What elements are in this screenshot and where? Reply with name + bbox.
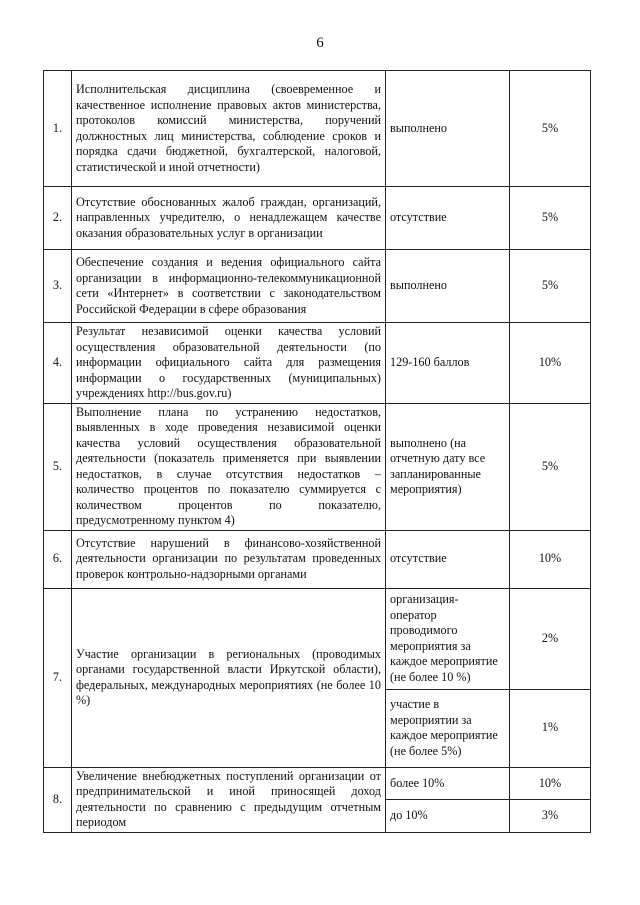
criterion-percent: 10% — [510, 323, 591, 404]
criterion-description: Исполнительская дисциплина (своевременное и качественное исполнение правовых актов министерства, протоколов комиссий министерства, поручений должностных лиц министерства, соблюдение сроков и порядка сдачи бюджетной, бухгалтерской, налоговой, статистической и иной отчетности) — [72, 71, 386, 187]
criterion-percent: 10% — [510, 767, 591, 800]
criterion-value: выполнено — [386, 250, 510, 323]
criterion-description: Отсутствие обоснованных жалоб граждан, организаций, направленных учредителю, о ненадлежащем качестве оказания образовательных услуг в организации — [72, 187, 386, 250]
criterion-percent: 1% — [510, 689, 591, 767]
table-row — [44, 187, 591, 250]
criteria-table — [43, 70, 591, 833]
table-row — [44, 71, 591, 187]
page-number: 6 — [316, 35, 324, 51]
row-number: 2. — [44, 187, 72, 250]
table-row — [44, 403, 591, 530]
row-number: 8. — [44, 767, 72, 832]
criterion-description: Участие организации в региональных (проводимых органами государственной власти Иркутской области), федеральных, международных мероприятиях (не более 10 %) — [72, 588, 386, 767]
criterion-value: организация-оператор проводимого мероприятия за каждое мероприятие (не более 10 %) — [386, 588, 510, 689]
row-number: 7. — [44, 588, 72, 767]
criterion-percent: 2% — [510, 588, 591, 689]
criterion-percent: 10% — [510, 530, 591, 588]
criterion-percent: 5% — [510, 187, 591, 250]
criterion-value: более 10% — [386, 767, 510, 800]
criterion-percent: 3% — [510, 800, 591, 833]
table-row — [44, 767, 591, 800]
row-number: 6. — [44, 530, 72, 588]
criterion-description: Отсутствие нарушений в финансово-хозяйственной деятельности организации по результатам проведенных проверок контрольно-надзорными органами — [72, 530, 386, 588]
row-number: 5. — [44, 403, 72, 530]
criterion-value: выполнено (на отчетную дату все запланированные мероприятия) — [386, 403, 510, 530]
table-row — [44, 588, 591, 689]
row-number: 1. — [44, 71, 72, 187]
table-row — [44, 250, 591, 323]
criterion-percent: 5% — [510, 250, 591, 323]
criterion-description: Обеспечение создания и ведения официального сайта организации в информационно-телекоммуникационной сети «Интернет» в соответствии с законодательством Российской Федерации в сфере образования — [72, 250, 386, 323]
criterion-value: до 10% — [386, 800, 510, 833]
criterion-description: Увеличение внебюджетных поступлений организации от предпринимательской и иной приносящей доход деятельности по сравнению с предыдущим отчетным периодом — [72, 767, 386, 832]
criterion-value: выполнено — [386, 71, 510, 187]
criterion-value: 129-160 баллов — [386, 323, 510, 404]
criterion-value: отсутствие — [386, 530, 510, 588]
criterion-value: отсутствие — [386, 187, 510, 250]
row-number: 4. — [44, 323, 72, 404]
criterion-description: Результат независимой оценки качества условий осуществления образовательной деятельности (по информации официального сайта для размещения информации о государственных (муниципальных) учреждениях http://bus.gov.ru) — [72, 323, 386, 404]
criterion-value: участие в мероприятии за каждое мероприятие (не более 5%) — [386, 689, 510, 767]
criterion-description: Выполнение плана по устранению недостатков, выявленных в ходе проведения независимой оценки качества условий осуществления образовательной деятельности (показатель применяется при выявлении недостатков, в случае отсутствия недостатков – количество процентов по показателю суммируется с количеством процентов по показателю, предусмотренному пунктом 4) — [72, 403, 386, 530]
row-number: 3. — [44, 250, 72, 323]
criterion-percent: 5% — [510, 403, 591, 530]
criterion-percent: 5% — [510, 71, 591, 187]
table-row — [44, 323, 591, 404]
table-row — [44, 530, 591, 588]
